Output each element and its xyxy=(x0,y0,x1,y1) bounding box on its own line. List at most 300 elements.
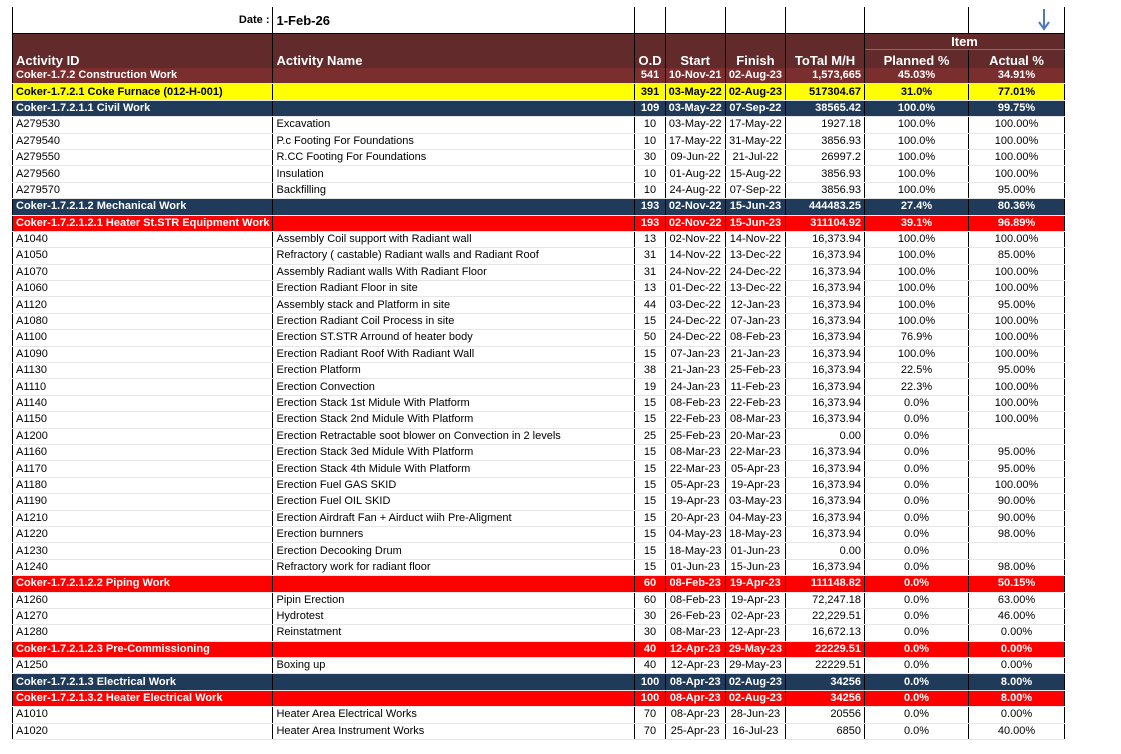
planned-cell[interactable]: 100.0% xyxy=(865,248,969,264)
start-cell[interactable]: 02-Nov-22 xyxy=(665,215,725,231)
col-header-finish[interactable]: Finish xyxy=(725,50,785,69)
od-cell[interactable]: 10 xyxy=(635,182,665,198)
finish-cell[interactable]: 22-Feb-23 xyxy=(725,395,785,411)
start-cell[interactable]: 08-Apr-23 xyxy=(665,690,725,706)
total-mh-cell[interactable]: 16,373.94 xyxy=(786,510,865,526)
finish-cell[interactable]: 05-Apr-23 xyxy=(725,461,785,477)
finish-cell[interactable]: 12-Apr-23 xyxy=(725,625,785,641)
activity-id-cell[interactable]: A1100 xyxy=(13,330,273,346)
finish-cell[interactable]: 25-Feb-23 xyxy=(725,363,785,379)
planned-cell[interactable]: 0.0% xyxy=(865,625,969,641)
planned-cell[interactable]: 0.0% xyxy=(865,543,969,559)
activity-name-cell[interactable]: Assembly Radiant walls With Radiant Floor xyxy=(273,264,635,280)
finish-cell[interactable]: 01-Jun-23 xyxy=(725,543,785,559)
total-mh-cell[interactable]: 16,373.94 xyxy=(786,313,865,329)
activity-id-cell[interactable]: A1080 xyxy=(13,313,273,329)
activity-id-cell[interactable]: A1250 xyxy=(13,658,273,674)
activity-name-cell[interactable] xyxy=(273,215,635,231)
activity-id-cell[interactable]: A1110 xyxy=(13,379,273,395)
finish-cell[interactable]: 02-Aug-23 xyxy=(725,84,785,100)
start-cell[interactable]: 03-May-22 xyxy=(665,84,725,100)
actual-cell[interactable]: 96.89% xyxy=(969,215,1065,231)
planned-cell[interactable]: 100.0% xyxy=(865,117,969,133)
od-cell[interactable]: 70 xyxy=(635,707,665,723)
activity-id-cell[interactable]: A1150 xyxy=(13,412,273,428)
od-cell[interactable]: 44 xyxy=(635,297,665,313)
finish-cell[interactable]: 19-Apr-23 xyxy=(725,477,785,493)
activity-id-cell[interactable]: Coker-1.7.2.1.2.1 Heater St.STR Equipment Work xyxy=(13,215,273,231)
activity-name-cell[interactable] xyxy=(273,199,635,215)
empty-cell[interactable] xyxy=(635,7,665,34)
planned-cell[interactable]: 0.0% xyxy=(865,510,969,526)
total-mh-cell[interactable]: 16,672.13 xyxy=(786,625,865,641)
planned-cell[interactable]: 100.0% xyxy=(865,346,969,362)
activity-name-cell[interactable] xyxy=(273,674,635,690)
activity-name-cell[interactable]: Erection Stack 2nd Midule With Platform xyxy=(273,412,635,428)
start-cell[interactable]: 03-May-22 xyxy=(665,100,725,116)
actual-cell[interactable]: 100.00% xyxy=(969,330,1065,346)
activity-name-cell[interactable]: Refractory work for radiant floor xyxy=(273,559,635,575)
planned-cell[interactable]: 0.0% xyxy=(865,608,969,624)
actual-cell[interactable]: 34.91% xyxy=(969,68,1065,84)
od-cell[interactable]: 15 xyxy=(635,444,665,460)
od-cell[interactable]: 40 xyxy=(635,641,665,657)
finish-cell[interactable]: 24-Dec-22 xyxy=(725,264,785,280)
planned-cell[interactable]: 100.0% xyxy=(865,182,969,198)
activity-id-cell[interactable]: Coker-1.7.2.1.3 Electrical Work xyxy=(13,674,273,690)
activity-id-cell[interactable]: A1090 xyxy=(13,346,273,362)
planned-cell[interactable]: 0.0% xyxy=(865,428,969,444)
activity-id-cell[interactable]: A1060 xyxy=(13,281,273,297)
planned-cell[interactable]: 0.0% xyxy=(865,444,969,460)
activity-id-cell[interactable]: Coker-1.7.2.1 Coke Furnace (012-H-001) xyxy=(13,84,273,100)
od-cell[interactable]: 100 xyxy=(635,690,665,706)
activity-id-cell[interactable]: A279530 xyxy=(13,117,273,133)
start-cell[interactable]: 01-Aug-22 xyxy=(665,166,725,182)
date-value[interactable]: 1-Feb-26 xyxy=(273,7,635,34)
planned-cell[interactable]: 0.0% xyxy=(865,690,969,706)
total-mh-cell[interactable]: 517304.67 xyxy=(786,84,865,100)
start-cell[interactable]: 08-Feb-23 xyxy=(665,576,725,592)
start-cell[interactable]: 17-May-22 xyxy=(665,133,725,149)
planned-cell[interactable]: 0.0% xyxy=(865,477,969,493)
finish-cell[interactable]: 21-Jul-22 xyxy=(725,149,785,165)
start-cell[interactable]: 24-Aug-22 xyxy=(665,182,725,198)
planned-cell[interactable]: 0.0% xyxy=(865,576,969,592)
total-mh-cell[interactable]: 311104.92 xyxy=(786,215,865,231)
finish-cell[interactable]: 02-Apr-23 xyxy=(725,608,785,624)
total-mh-cell[interactable]: 16,373.94 xyxy=(786,248,865,264)
finish-cell[interactable]: 02-Aug-23 xyxy=(725,68,785,84)
actual-cell[interactable]: 100.00% xyxy=(969,412,1065,428)
total-mh-cell[interactable]: 22229.51 xyxy=(786,641,865,657)
start-cell[interactable]: 22-Feb-23 xyxy=(665,412,725,428)
od-cell[interactable]: 13 xyxy=(635,281,665,297)
od-cell[interactable]: 391 xyxy=(635,84,665,100)
total-mh-cell[interactable]: 20556 xyxy=(786,707,865,723)
actual-cell[interactable]: 98.00% xyxy=(969,559,1065,575)
actual-cell[interactable]: 63.00% xyxy=(969,592,1065,608)
planned-cell[interactable]: 0.0% xyxy=(865,592,969,608)
od-cell[interactable]: 15 xyxy=(635,510,665,526)
planned-cell[interactable]: 76.9% xyxy=(865,330,969,346)
activity-name-cell[interactable]: Erection Fuel GAS SKID xyxy=(273,477,635,493)
finish-cell[interactable]: 16-Jul-23 xyxy=(725,723,785,739)
start-cell[interactable]: 25-Apr-23 xyxy=(665,723,725,739)
activity-name-cell[interactable]: Erection Radiant Floor in site xyxy=(273,281,635,297)
od-cell[interactable]: 50 xyxy=(635,330,665,346)
activity-name-cell[interactable]: Heater Area Instrument Works xyxy=(273,723,635,739)
planned-cell[interactable]: 0.0% xyxy=(865,641,969,657)
activity-name-cell[interactable] xyxy=(273,84,635,100)
actual-cell[interactable]: 100.00% xyxy=(969,477,1065,493)
activity-id-cell[interactable]: A1230 xyxy=(13,543,273,559)
planned-cell[interactable]: 100.0% xyxy=(865,149,969,165)
activity-id-cell[interactable]: A1210 xyxy=(13,510,273,526)
actual-cell[interactable]: 100.00% xyxy=(969,346,1065,362)
planned-cell[interactable]: 39.1% xyxy=(865,215,969,231)
od-cell[interactable]: 31 xyxy=(635,264,665,280)
od-cell[interactable]: 15 xyxy=(635,412,665,428)
od-cell[interactable]: 15 xyxy=(635,313,665,329)
total-mh-cell[interactable]: 6850 xyxy=(786,723,865,739)
activity-id-cell[interactable]: A1050 xyxy=(13,248,273,264)
actual-cell[interactable]: 8.00% xyxy=(969,674,1065,690)
actual-cell[interactable]: 98.00% xyxy=(969,526,1065,542)
start-cell[interactable]: 24-Dec-22 xyxy=(665,330,725,346)
actual-cell[interactable]: 100.00% xyxy=(969,231,1065,247)
finish-cell[interactable]: 31-May-22 xyxy=(725,133,785,149)
actual-cell[interactable]: 100.00% xyxy=(969,133,1065,149)
actual-cell[interactable]: 100.00% xyxy=(969,395,1065,411)
activity-name-cell[interactable]: Erection Fuel OIL SKID xyxy=(273,494,635,510)
od-cell[interactable]: 10 xyxy=(635,133,665,149)
actual-cell[interactable]: 50.15% xyxy=(969,576,1065,592)
activity-name-cell[interactable] xyxy=(273,690,635,706)
total-mh-cell[interactable]: 0.00 xyxy=(786,543,865,559)
total-mh-cell[interactable]: 16,373.94 xyxy=(786,297,865,313)
planned-cell[interactable]: 100.0% xyxy=(865,100,969,116)
start-cell[interactable]: 01-Jun-23 xyxy=(665,559,725,575)
start-cell[interactable]: 22-Mar-23 xyxy=(665,461,725,477)
total-mh-cell[interactable]: 16,373.94 xyxy=(786,477,865,493)
planned-cell[interactable]: 27.4% xyxy=(865,199,969,215)
actual-cell[interactable]: 100.00% xyxy=(969,379,1065,395)
od-cell[interactable]: 60 xyxy=(635,576,665,592)
total-mh-cell[interactable]: 444483.25 xyxy=(786,199,865,215)
actual-cell[interactable]: 0.00% xyxy=(969,707,1065,723)
col-header-activity-name[interactable]: Activity Name xyxy=(273,50,635,69)
activity-name-cell[interactable]: Assembly stack and Platform in site xyxy=(273,297,635,313)
col-header-od[interactable]: O.D xyxy=(635,50,665,69)
start-cell[interactable]: 18-May-23 xyxy=(665,543,725,559)
start-cell[interactable]: 24-Dec-22 xyxy=(665,313,725,329)
finish-cell[interactable]: 29-May-23 xyxy=(725,641,785,657)
finish-cell[interactable]: 04-May-23 xyxy=(725,510,785,526)
start-cell[interactable]: 02-Nov-22 xyxy=(665,199,725,215)
planned-cell[interactable]: 0.0% xyxy=(865,674,969,690)
actual-cell[interactable]: 80.36% xyxy=(969,199,1065,215)
total-mh-cell[interactable]: 16,373.94 xyxy=(786,264,865,280)
od-cell[interactable]: 193 xyxy=(635,199,665,215)
finish-cell[interactable]: 03-May-23 xyxy=(725,494,785,510)
finish-cell[interactable]: 28-Jun-23 xyxy=(725,707,785,723)
start-cell[interactable]: 01-Dec-22 xyxy=(665,281,725,297)
total-mh-cell[interactable]: 16,373.94 xyxy=(786,461,865,477)
start-cell[interactable]: 26-Feb-23 xyxy=(665,608,725,624)
actual-cell[interactable] xyxy=(969,543,1065,559)
start-cell[interactable]: 08-Apr-23 xyxy=(665,674,725,690)
finish-cell[interactable]: 18-May-23 xyxy=(725,526,785,542)
total-mh-cell[interactable]: 3856.93 xyxy=(786,182,865,198)
finish-cell[interactable]: 12-Jan-23 xyxy=(725,297,785,313)
actual-cell[interactable]: 0.00% xyxy=(969,641,1065,657)
activity-id-cell[interactable]: A1020 xyxy=(13,723,273,739)
activity-id-cell[interactable]: A1200 xyxy=(13,428,273,444)
od-cell[interactable]: 541 xyxy=(635,68,665,84)
planned-cell[interactable]: 100.0% xyxy=(865,281,969,297)
start-cell[interactable]: 04-May-23 xyxy=(665,526,725,542)
od-cell[interactable]: 15 xyxy=(635,461,665,477)
actual-cell[interactable]: 95.00% xyxy=(969,363,1065,379)
activity-id-cell[interactable]: A1180 xyxy=(13,477,273,493)
total-mh-cell[interactable]: 16,373.94 xyxy=(786,526,865,542)
planned-cell[interactable]: 100.0% xyxy=(865,313,969,329)
total-mh-cell[interactable]: 111148.82 xyxy=(786,576,865,592)
od-cell[interactable]: 30 xyxy=(635,149,665,165)
actual-cell[interactable]: 0.00% xyxy=(969,658,1065,674)
activity-name-cell[interactable]: Erection burnners xyxy=(273,526,635,542)
activity-id-cell[interactable]: A1270 xyxy=(13,608,273,624)
finish-cell[interactable]: 07-Sep-22 xyxy=(725,182,785,198)
planned-cell[interactable]: 0.0% xyxy=(865,412,969,428)
total-mh-cell[interactable]: 72,247.18 xyxy=(786,592,865,608)
total-mh-cell[interactable]: 16,373.94 xyxy=(786,281,865,297)
activity-id-cell[interactable]: A1190 xyxy=(13,494,273,510)
activity-id-cell[interactable]: Coker-1.7.2 Construction Work xyxy=(13,68,273,84)
total-mh-cell[interactable]: 26997.2 xyxy=(786,149,865,165)
finish-cell[interactable]: 11-Feb-23 xyxy=(725,379,785,395)
od-cell[interactable]: 70 xyxy=(635,723,665,739)
planned-cell[interactable]: 0.0% xyxy=(865,461,969,477)
activity-name-cell[interactable] xyxy=(273,641,635,657)
activity-name-cell[interactable]: R.CC Footing For Foundations xyxy=(273,149,635,165)
start-cell[interactable]: 24-Nov-22 xyxy=(665,264,725,280)
finish-cell[interactable]: 19-Apr-23 xyxy=(725,592,785,608)
actual-cell[interactable]: 8.00% xyxy=(969,690,1065,706)
total-mh-cell[interactable]: 16,373.94 xyxy=(786,330,865,346)
activity-id-cell[interactable]: Coker-1.7.2.1.1 Civil Work xyxy=(13,100,273,116)
finish-cell[interactable]: 07-Sep-22 xyxy=(725,100,785,116)
actual-cell[interactable]: 95.00% xyxy=(969,444,1065,460)
total-mh-cell[interactable]: 16,373.94 xyxy=(786,494,865,510)
activity-name-cell[interactable]: Erection Radiant Coil Process in site xyxy=(273,313,635,329)
activity-id-cell[interactable]: A1040 xyxy=(13,231,273,247)
od-cell[interactable]: 10 xyxy=(635,166,665,182)
activity-name-cell[interactable]: Erection Radiant Roof With Radiant Wall xyxy=(273,346,635,362)
activity-id-cell[interactable]: A279550 xyxy=(13,149,273,165)
activity-id-cell[interactable]: A1070 xyxy=(13,264,273,280)
start-cell[interactable]: 02-Nov-22 xyxy=(665,231,725,247)
total-mh-cell[interactable]: 16,373.94 xyxy=(786,346,865,362)
start-cell[interactable]: 10-Nov-21 xyxy=(665,68,725,84)
start-cell[interactable]: 08-Feb-23 xyxy=(665,592,725,608)
od-cell[interactable]: 25 xyxy=(635,428,665,444)
finish-cell[interactable]: 15-Aug-22 xyxy=(725,166,785,182)
actual-cell[interactable]: 0.00% xyxy=(969,625,1065,641)
activity-name-cell[interactable]: Heater Area Electrical Works xyxy=(273,707,635,723)
start-cell[interactable]: 03-Dec-22 xyxy=(665,297,725,313)
actual-cell[interactable]: 100.00% xyxy=(969,117,1065,133)
activity-name-cell[interactable]: Erection ST.STR Arround of heater body xyxy=(273,330,635,346)
actual-cell[interactable]: 95.00% xyxy=(969,461,1065,477)
col-header-total-mh[interactable]: ToTal M/H xyxy=(786,50,865,69)
planned-cell[interactable]: 0.0% xyxy=(865,395,969,411)
od-cell[interactable]: 193 xyxy=(635,215,665,231)
od-cell[interactable]: 19 xyxy=(635,379,665,395)
finish-cell[interactable]: 15-Jun-23 xyxy=(725,199,785,215)
planned-cell[interactable]: 100.0% xyxy=(865,231,969,247)
col-header-start[interactable]: Start xyxy=(665,50,725,69)
od-cell[interactable]: 109 xyxy=(635,100,665,116)
actual-cell[interactable]: 99.75% xyxy=(969,100,1065,116)
total-mh-cell[interactable]: 3856.93 xyxy=(786,133,865,149)
finish-cell[interactable]: 02-Aug-23 xyxy=(725,674,785,690)
total-mh-cell[interactable]: 38565.42 xyxy=(786,100,865,116)
actual-cell[interactable]: 90.00% xyxy=(969,510,1065,526)
activity-id-cell[interactable]: A1140 xyxy=(13,395,273,411)
activity-name-cell[interactable]: Erection Airdraft Fan + Airduct wiih Pre-Aligment xyxy=(273,510,635,526)
total-mh-cell[interactable]: 0.00 xyxy=(786,428,865,444)
total-mh-cell[interactable]: 22229.51 xyxy=(786,658,865,674)
activity-name-cell[interactable]: Erection Convection xyxy=(273,379,635,395)
start-cell[interactable]: 20-Apr-23 xyxy=(665,510,725,526)
activity-name-cell[interactable] xyxy=(273,576,635,592)
od-cell[interactable]: 15 xyxy=(635,395,665,411)
activity-name-cell[interactable]: Assembly Coil support with Radiant wall xyxy=(273,231,635,247)
finish-cell[interactable]: 17-May-22 xyxy=(725,117,785,133)
empty-cell[interactable] xyxy=(865,7,969,34)
total-mh-cell[interactable]: 16,373.94 xyxy=(786,559,865,575)
total-mh-cell[interactable]: 3856.93 xyxy=(786,166,865,182)
finish-cell[interactable]: 21-Jan-23 xyxy=(725,346,785,362)
start-cell[interactable]: 09-Jun-22 xyxy=(665,149,725,165)
activity-id-cell[interactable]: A1120 xyxy=(13,297,273,313)
finish-cell[interactable]: 07-Jan-23 xyxy=(725,313,785,329)
actual-cell[interactable]: 100.00% xyxy=(969,264,1065,280)
empty-cell[interactable] xyxy=(786,7,865,34)
total-mh-cell[interactable]: 16,373.94 xyxy=(786,395,865,411)
start-cell[interactable]: 12-Apr-23 xyxy=(665,658,725,674)
planned-cell[interactable]: 100.0% xyxy=(865,264,969,280)
actual-cell[interactable] xyxy=(969,428,1065,444)
total-mh-cell[interactable]: 16,373.94 xyxy=(786,231,865,247)
start-cell[interactable]: 25-Feb-23 xyxy=(665,428,725,444)
planned-cell[interactable]: 22.5% xyxy=(865,363,969,379)
planned-cell[interactable]: 100.0% xyxy=(865,133,969,149)
start-cell[interactable]: 14-Nov-22 xyxy=(665,248,725,264)
activity-name-cell[interactable]: Excavation xyxy=(273,117,635,133)
finish-cell[interactable]: 13-Dec-22 xyxy=(725,248,785,264)
od-cell[interactable]: 13 xyxy=(635,231,665,247)
planned-cell[interactable]: 0.0% xyxy=(865,707,969,723)
od-cell[interactable]: 15 xyxy=(635,477,665,493)
total-mh-cell[interactable]: 22,229.51 xyxy=(786,608,865,624)
actual-cell[interactable]: 77.01% xyxy=(969,84,1065,100)
od-cell[interactable]: 15 xyxy=(635,526,665,542)
actual-cell[interactable]: 90.00% xyxy=(969,494,1065,510)
actual-cell[interactable]: 100.00% xyxy=(969,313,1065,329)
col-header-activity-id[interactable]: Activity ID xyxy=(13,50,273,69)
actual-cell[interactable]: 100.00% xyxy=(969,166,1065,182)
activity-name-cell[interactable] xyxy=(273,100,635,116)
activity-id-cell[interactable]: Coker-1.7.2.1.3.2 Heater Electrical Work xyxy=(13,690,273,706)
od-cell[interactable]: 31 xyxy=(635,248,665,264)
activity-id-cell[interactable]: A1130 xyxy=(13,363,273,379)
actual-cell[interactable]: 100.00% xyxy=(969,281,1065,297)
activity-id-cell[interactable]: A1260 xyxy=(13,592,273,608)
actual-cell[interactable]: 40.00% xyxy=(969,723,1065,739)
start-cell[interactable]: 24-Jan-23 xyxy=(665,379,725,395)
od-cell[interactable]: 15 xyxy=(635,559,665,575)
planned-cell[interactable]: 0.0% xyxy=(865,494,969,510)
total-mh-cell[interactable]: 1,573,665 xyxy=(786,68,865,84)
total-mh-cell[interactable]: 16,373.94 xyxy=(786,379,865,395)
start-cell[interactable]: 19-Apr-23 xyxy=(665,494,725,510)
activity-name-cell[interactable]: Erection Decooking Drum xyxy=(273,543,635,559)
od-cell[interactable]: 40 xyxy=(635,658,665,674)
activity-id-cell[interactable]: A279560 xyxy=(13,166,273,182)
finish-cell[interactable]: 02-Aug-23 xyxy=(725,690,785,706)
activity-name-cell[interactable]: P.c Footing For Foundations xyxy=(273,133,635,149)
activity-name-cell[interactable]: Pipin Erection xyxy=(273,592,635,608)
start-cell[interactable]: 12-Apr-23 xyxy=(665,641,725,657)
activity-id-cell[interactable]: A1170 xyxy=(13,461,273,477)
activity-id-cell[interactable]: A279540 xyxy=(13,133,273,149)
od-cell[interactable]: 10 xyxy=(635,117,665,133)
start-cell[interactable]: 08-Mar-23 xyxy=(665,444,725,460)
planned-cell[interactable]: 0.0% xyxy=(865,658,969,674)
planned-cell[interactable]: 0.0% xyxy=(865,526,969,542)
planned-cell[interactable]: 45.03% xyxy=(865,68,969,84)
empty-cell[interactable] xyxy=(665,7,725,34)
od-cell[interactable]: 15 xyxy=(635,494,665,510)
finish-cell[interactable]: 20-Mar-23 xyxy=(725,428,785,444)
activity-id-cell[interactable]: Coker-1.7.2.1.2 Mechanical Work xyxy=(13,199,273,215)
finish-cell[interactable]: 08-Feb-23 xyxy=(725,330,785,346)
total-mh-cell[interactable]: 16,373.94 xyxy=(786,363,865,379)
od-cell[interactable]: 30 xyxy=(635,608,665,624)
activity-name-cell[interactable]: Erection Retractable soot blower on Convection in 2 levels xyxy=(273,428,635,444)
finish-cell[interactable]: 14-Nov-22 xyxy=(725,231,785,247)
planned-cell[interactable]: 100.0% xyxy=(865,297,969,313)
start-cell[interactable]: 08-Mar-23 xyxy=(665,625,725,641)
actual-cell[interactable]: 100.00% xyxy=(969,149,1065,165)
od-cell[interactable]: 60 xyxy=(635,592,665,608)
start-cell[interactable]: 03-May-22 xyxy=(665,117,725,133)
activity-name-cell[interactable]: Insulation xyxy=(273,166,635,182)
activity-name-cell[interactable]: Erection Stack 3ed Midule With Platform xyxy=(273,444,635,460)
od-cell[interactable]: 100 xyxy=(635,674,665,690)
activity-name-cell[interactable]: Backfilling xyxy=(273,182,635,198)
planned-cell[interactable]: 0.0% xyxy=(865,559,969,575)
activity-id-cell[interactable]: A1160 xyxy=(13,444,273,460)
start-cell[interactable]: 05-Apr-23 xyxy=(665,477,725,493)
od-cell[interactable]: 30 xyxy=(635,625,665,641)
activity-name-cell[interactable] xyxy=(273,68,635,84)
od-cell[interactable]: 15 xyxy=(635,543,665,559)
od-cell[interactable]: 15 xyxy=(635,346,665,362)
